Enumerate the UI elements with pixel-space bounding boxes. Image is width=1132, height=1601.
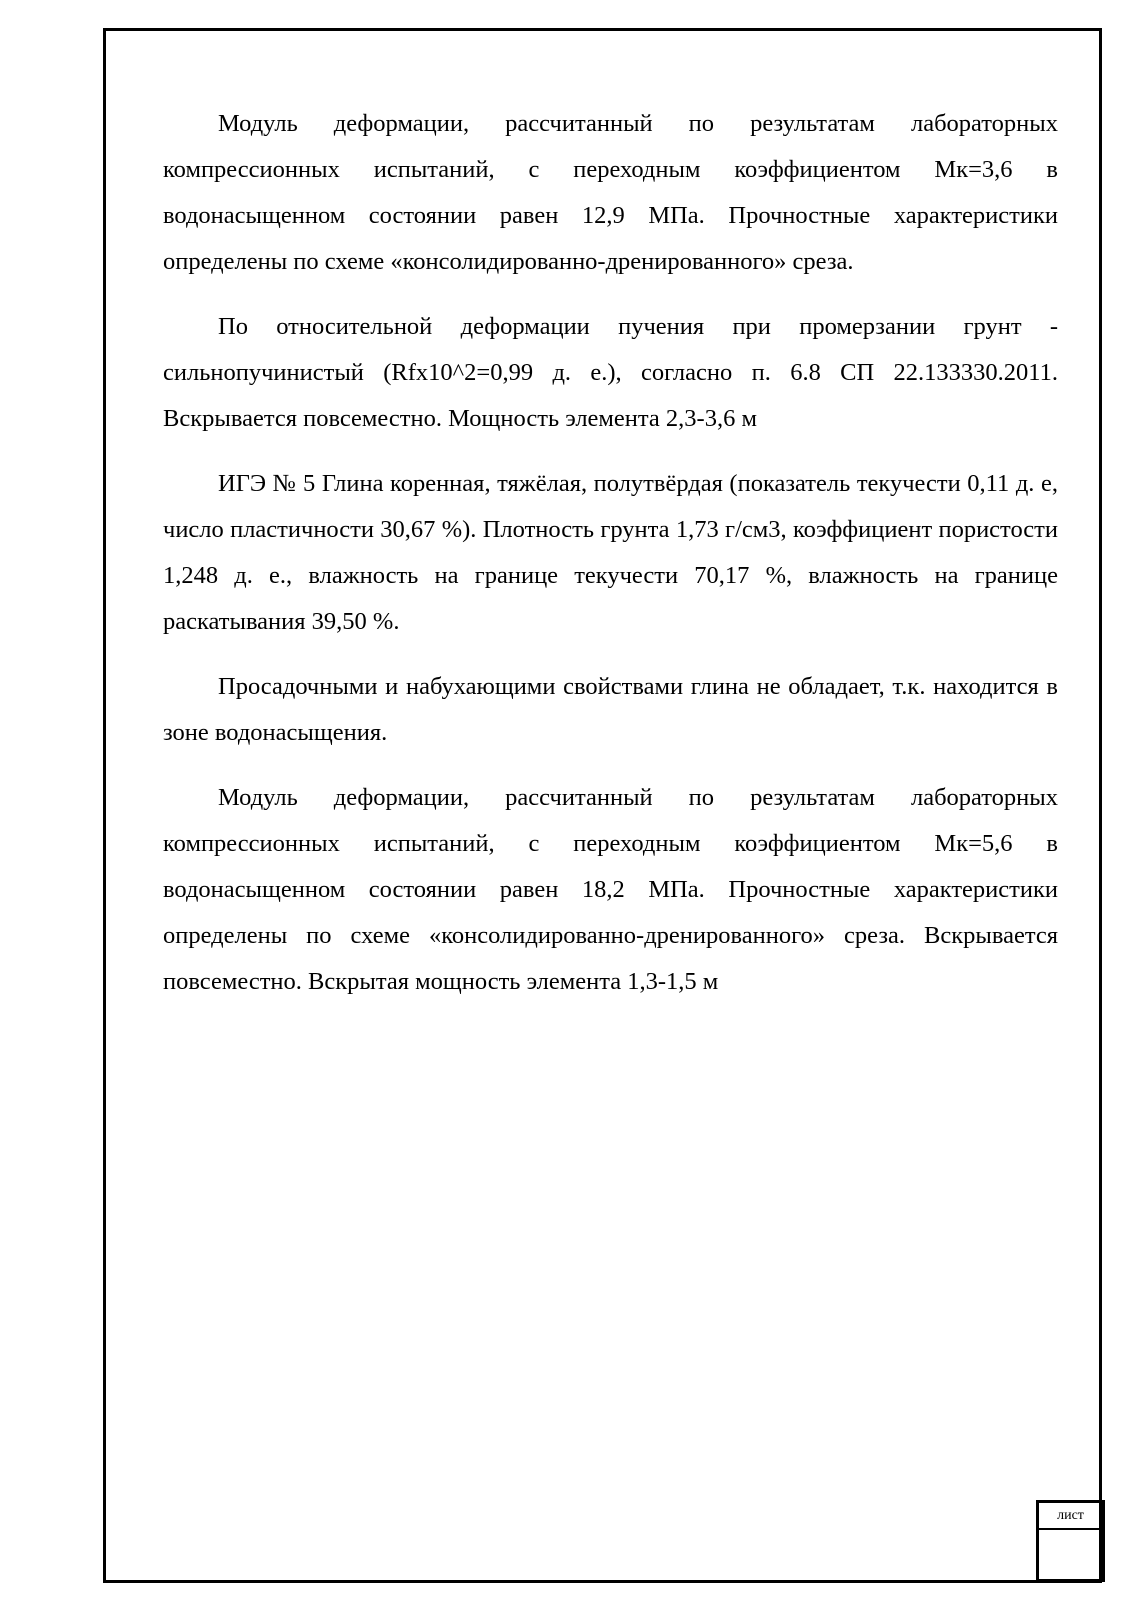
- paragraph-deformation-modulus-2: Модуль деформации, рассчитанный по результатам лабораторных компрессионных испытаний, с переходным коэффициентом Мк=5,6 в водонасыщенном состоянии равен 18,2 МПа. Прочностные характеристики определены по схеме «консолидированно-дренированного» среза. Вскрывается повсеместно. Вскрытая мощность элемента 1,3-1,5 м: [163, 784, 1058, 995]
- paragraph-ige-5: ИГЭ № 5 Глина коренная, тяжёлая, полутвёрдая (показатель текучести 0,11 д. е, число пластичности 30,67 %). Плотность грунта 1,73 г/см3, коэффициент пористости 1,248 д. е., влажность на границе текучести 70,17 %, влажность на границе раскатывания 39,50 %.: [163, 470, 1058, 635]
- paragraph-frost-heave: По относительной деформации пучения при промерзании грунт - сильнопучинистый (Rfx10^2=0,99 д. е.), согласно п. 6.8 СП 22.133330.2011. Вскрывается повсеместно. Мощность элемента 2,3-3,6 м: [163, 313, 1058, 432]
- paragraph-subsidence: Просадочными и набухающими свойствами глина не обладает, т.к. находится в зоне водонасыщения.: [163, 673, 1058, 746]
- paragraph-deformation-modulus-1: Модуль деформации, рассчитанный по результатам лабораторных компрессионных испытаний, с переходным коэффициентом Мк=3,6 в водонасыщенном состоянии равен 12,9 МПа. Прочностные характеристики определены по схеме «консолидированно-дренированного» среза.: [163, 110, 1058, 275]
- sheet-stamp: [1036, 1500, 1105, 1582]
- sheet-label: лист: [1039, 1503, 1102, 1530]
- document-body: [163, 101, 1058, 1024]
